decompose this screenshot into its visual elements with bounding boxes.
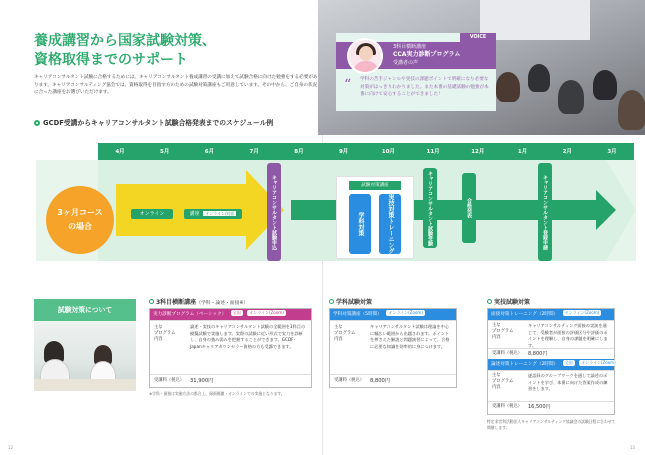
box-gakka: 学科対策 [349, 194, 371, 254]
avatar [347, 38, 383, 74]
voice-testimonial [336, 33, 496, 111]
page-number-left: 12 [8, 445, 14, 450]
box-registration: キャリアコンサルタント登録申請 [538, 163, 552, 261]
month-label: 2月 [562, 149, 572, 155]
month-label: 5月 [160, 149, 170, 155]
exam-prep-group [336, 176, 414, 259]
month-label: 7月 [249, 149, 259, 155]
title-line-2: 資格取得までのサポート [34, 52, 188, 68]
voice-name: 3科目横断講座 CCA実力診断プログラム 受講者の声 [393, 44, 461, 66]
schedule-timeline [36, 143, 636, 261]
box-exam-application: キャリアコンサルタント試験申込 [267, 163, 281, 261]
program-header-1: 面接対策トレーニング（2時間） オンライン(Zoom) [488, 309, 614, 320]
course-circle: 3ヶ月コース の場合 [46, 186, 114, 254]
month-label: 3月 [607, 149, 617, 155]
month-label: 4月 [115, 149, 125, 155]
month-label: 10月 [381, 149, 395, 155]
online-pill: オンライン [131, 209, 173, 219]
panel-3subjects [149, 308, 312, 388]
month-label: 1月 [517, 149, 528, 155]
program-content-row: 主な プログラム 内容 キャリアコンサルタント試験は理論を中心に幅広い範囲から出題されます。ポイントを押さえた解説と問題演習によって、合格に必要な知識を効率的に身につけます。 [330, 320, 456, 374]
fee-row: 受講料（税込） 31,900円 [150, 374, 311, 387]
month-label: 6月 [204, 149, 215, 155]
fee-row-1: 受講料（税込） 8,800円 [488, 348, 614, 359]
program-header-2: 論述対策トレーニング（2時間） 全国 オンライン(Zoom) [488, 359, 614, 370]
month-label: 11月 [426, 149, 440, 155]
study-photo [34, 321, 136, 391]
footnote-3subjects: ※学科・面接は実施方法の都合上、録画視聴・オンラインでの実施となります。 [149, 391, 285, 396]
page-title [34, 32, 216, 70]
panel-gakka-heading: 学科試験対策 [329, 297, 372, 306]
box-jitsugi: 実技対策トレーニング [379, 194, 401, 254]
month-label: 9月 [338, 149, 349, 155]
footnote-jitsugi: 特定非営利活動法人キャリアコンサルティング協議会の試験日程に合わせて開催します。 [487, 419, 616, 430]
voice-quote: 学科の苦手ジャンルや実技の課題ポイントで明確になり必要な対策がはっきりわかりました。また本番の基礎試験の勉強が本番に向けて安心することができました！ [360, 77, 489, 98]
schedule-title: GCDF受講からキャリアコンサルタント試験合格発表までのスケジュール例 [34, 117, 273, 127]
intro-paragraph: キャリアコンサルタント試験に合格するためには、キャリアコンサルタント養成講習の受講に加えて試験合格に向けた勉強をする必要があります。キャリアコンサルティング協会では、資格取得を目指す方のための試験対策講座もご用意しています。その中から、ご自身の状況に合った講座をお選びいただけます。 [34, 75, 318, 96]
kouza-pill: 講座 オンライン/対面 [184, 209, 242, 219]
title-line-1: 養成講習から国家試験対策、 [34, 33, 216, 49]
month-label: 8月 [294, 149, 304, 155]
circle-bullet-icon [34, 120, 40, 126]
box-pass-announcement: 合格発表 [462, 173, 476, 243]
program-header: 実力診断プログラム（ベーシック） 全国 オンライン(Zoom) [150, 309, 311, 320]
voice-tag: VOICE [460, 33, 496, 43]
box-exam-taking: キャリアコンサルタント試験受験 [423, 168, 437, 248]
program-header: 学科対策講座（5時間） オンライン(Zoom) [330, 309, 456, 320]
quote-icon: “ [344, 77, 352, 93]
month-label: 12月 [471, 149, 485, 155]
program-content-row-2: 主な プログラム 内容 逐語録のグループワークを通して論述のポイントを学び、本番に向けた答案作成の練習をします。 [488, 370, 614, 401]
page-number-right: 13 [630, 445, 636, 450]
circle-bullet-icon [149, 299, 154, 304]
panel-jitsugi-heading: 実技試験対策 [487, 297, 530, 306]
program-content-row: 主な プログラム 内容 論述・実技のキャリアコンサルタント試験の全範囲を3科目の模擬試験で実施します。実際の試験に近い形式で実力を診断し、自身の強み弱みを把握することができます。GCDF-Japanキャリアカウンセラー資格の方も受講できます。 [150, 320, 311, 374]
panel-jitsugi [487, 308, 615, 415]
circle-bullet-icon [329, 299, 334, 304]
circle-bullet-icon [487, 299, 492, 304]
fee-row-2: 受講料（税込） 16,500円 [488, 401, 614, 413]
panel-3subjects-heading: 3科目横断講座（学科・論述・面接※） [149, 297, 248, 306]
panel-gakka [329, 308, 457, 388]
program-content-row-1: 主な プログラム 内容 キャリアコンサルティング面接の実演を通じて、受験者が面接の評価区分や評価のポイントを理解し、自身の課題を明確にします。 [488, 320, 614, 348]
fee-row: 受講料（税込） 8,800円 [330, 374, 456, 387]
section-label: 試験対策について [34, 299, 136, 321]
month-band [98, 143, 634, 160]
exam-prep-title: 試験対策講座 [349, 181, 401, 190]
